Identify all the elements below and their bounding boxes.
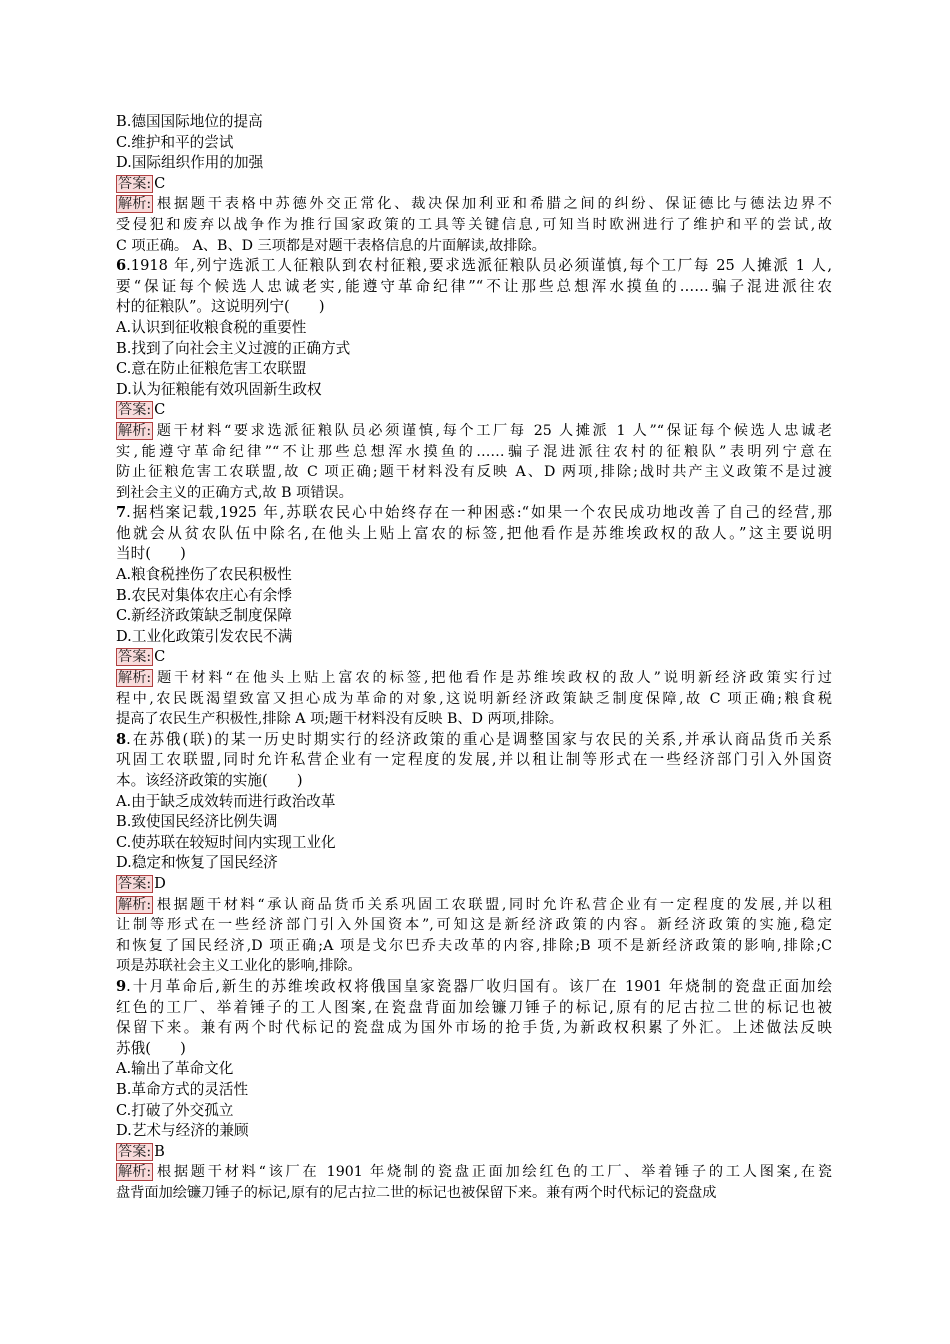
question-text: 当时( ) bbox=[116, 545, 186, 563]
option-line: A.由于缺乏成效转而进行政治改革 bbox=[116, 792, 336, 810]
answer-value: C bbox=[154, 401, 166, 419]
option-line: B.找到了向社会主义过渡的正确方式 bbox=[116, 339, 351, 357]
question-text: .据档案记载,1925 年,苏联农民心中始终存在一种困惑:“如果一个农民成功地改善了自己的经营,那 bbox=[126, 504, 832, 522]
option-line: B.德国国际地位的提高 bbox=[116, 113, 263, 130]
question-text: 他就会从贫农队伍中除名,在他头上贴上富农的标签,把他看作是苏维埃政权的敌人。”这主要说明 bbox=[116, 524, 832, 542]
question-line bbox=[116, 1039, 832, 1060]
explanation-text: 防止征粮危害工农联盟,故 C 项正确;题干材料没有反映 A、D 两项,排除;战时共产主义政策不是过渡 bbox=[116, 464, 832, 481]
explanation-text: 提高了农民生产积极性,排除 A 项;题干材料没有反映 B、D 两项,排除。 bbox=[116, 711, 563, 728]
option-line: C.新经济政策缺乏制度保障 bbox=[116, 607, 292, 625]
option-line: D.工业化政策引发农民不满 bbox=[116, 627, 293, 645]
question-line bbox=[116, 503, 832, 524]
answer-label: 答案: bbox=[118, 1143, 152, 1160]
explanation-text: C 项正确。 A、B、D 三项都是对题干表格信息的片面解读,故排除。 bbox=[116, 237, 546, 254]
option-line: C.意在防止征粮危害工农联盟 bbox=[116, 360, 307, 378]
option-line: C.使苏联在较短时间内实现工业化 bbox=[116, 833, 336, 851]
answer-label: 答案: bbox=[118, 649, 152, 666]
answer-label: 答案: bbox=[118, 402, 152, 419]
question-text: .十月革命后,新生的苏维埃政权将俄国皇家瓷器厂收归国有。该厂在 1901 年烧制的瓷盘正面加绘 bbox=[126, 977, 832, 995]
explanation-text: 根据题干表格中苏德外交正常化、裁决保加利亚和希腊之间的纠纷、保证德比与德法边界不 bbox=[154, 196, 832, 213]
answer-label: 答案: bbox=[118, 175, 152, 192]
answer-line bbox=[116, 874, 832, 895]
explanation-label: 解析: bbox=[118, 670, 152, 687]
document-page bbox=[116, 112, 832, 1203]
question-line bbox=[116, 544, 832, 565]
question-line bbox=[116, 750, 832, 771]
explanation-text: 实,能遵守革命纪律”“不让那些总想浑水摸鱼的……骗子混进派往农村的征粮队”表明列宁意在 bbox=[116, 443, 832, 460]
question-line bbox=[116, 977, 832, 998]
explanation-text: 项是苏联社会主义工业化的影响,排除。 bbox=[116, 958, 362, 975]
answer-line bbox=[116, 1142, 832, 1163]
explanation-line bbox=[116, 462, 832, 483]
explanation-line bbox=[116, 1162, 832, 1183]
question-line bbox=[116, 277, 832, 298]
question-number: 7 bbox=[116, 504, 127, 522]
answer-value: C bbox=[154, 174, 166, 192]
question-line bbox=[116, 1018, 832, 1039]
explanation-line bbox=[116, 236, 832, 257]
option-line: B.革命方式的灵活性 bbox=[116, 1080, 249, 1098]
question-text: .1918 年,列宁选派工人征粮队到农村征粮,要求选派征粮队员必须谨慎,每个工厂每 25 人摊派 1 人, bbox=[126, 257, 832, 275]
explanation-line bbox=[116, 1183, 832, 1204]
answer-line bbox=[116, 647, 832, 668]
explanation-text: 和恢复了国民经济,D 项正确;A 项是戈尔巴乔夫改革的内容,排除;B 项不是新经济政策的影响,排除;C bbox=[116, 937, 832, 954]
question-number: 9 bbox=[116, 977, 127, 995]
option-line: C.维护和平的尝试 bbox=[116, 133, 234, 151]
question-line bbox=[116, 998, 832, 1019]
question-text: 红色的工厂、举着锤子的工人图案,在瓷盘背面加绘镰刀锤子的标记,原有的尼古拉二世的标记也被 bbox=[116, 998, 832, 1016]
explanation-label: 解析: bbox=[118, 422, 152, 439]
option-line: B.农民对集体农庄心有余悸 bbox=[116, 586, 292, 604]
explanation-line bbox=[116, 956, 832, 977]
explanation-line bbox=[116, 895, 832, 916]
explanation-line bbox=[116, 668, 832, 689]
question-line bbox=[116, 256, 832, 277]
answer-label: 答案: bbox=[118, 875, 152, 892]
explanation-text: 让制等形式在一些经济部门引入外国资本”,可知这是新经济政策的内容。新经济政策的实施,稳定 bbox=[116, 917, 832, 934]
answer-value: D bbox=[154, 874, 166, 892]
answer-value: B bbox=[154, 1142, 165, 1160]
explanation-text: 受侵犯和废弃以战争作为推行国家政策的工具等关键信息,可知当时欧洲进行了维护和平的尝试,故 bbox=[116, 216, 832, 233]
answer-value: C bbox=[154, 648, 166, 666]
explanation-label: 解析: bbox=[118, 1164, 152, 1181]
question-line bbox=[116, 297, 832, 318]
explanation-label: 解析: bbox=[118, 896, 152, 913]
option-line: A.认识到征收粮食税的重要性 bbox=[116, 318, 307, 336]
explanation-text: 到社会主义的正确方式,故 B 项错误。 bbox=[116, 484, 353, 501]
explanation-text: 盘背面加绘镰刀锤子的标记,原有的尼古拉二世的标记也被保留下来。兼有两个时代标记的瓷盘成 bbox=[116, 1184, 717, 1201]
question-text: 苏俄( ) bbox=[116, 1039, 186, 1057]
explanation-line bbox=[116, 215, 832, 236]
explanation-line bbox=[116, 689, 832, 710]
explanation-text: 程中,农民既渴望致富又担心成为革命的对象,这说明新经济政策缺乏制度保障,故 C 项正确;粮食税 bbox=[116, 690, 832, 707]
explanation-text: 根据题干材料“承认商品货币关系巩固工农联盟,同时允许私营企业有一定程度的发展,并以租 bbox=[154, 896, 832, 913]
explanation-line bbox=[116, 442, 832, 463]
answer-line bbox=[116, 400, 832, 421]
option-line: A.粮食税挫伤了农民积极性 bbox=[116, 566, 292, 584]
question-line bbox=[116, 730, 832, 751]
question-text: 巩固工农联盟,同时允许私营企业有一定程度的发展,并以租让制等形式在一些经济部门引入外国资 bbox=[116, 751, 832, 769]
question-number: 6 bbox=[116, 257, 127, 275]
explanation-line bbox=[116, 915, 832, 936]
option-line: D.稳定和恢复了国民经济 bbox=[116, 854, 278, 872]
question-text: 要“保证每个候选人忠诚老实,能遵守革命纪律”“不让那些总想浑水摸鱼的……骗子混进派往农 bbox=[116, 277, 832, 295]
option-line: C.打破了外交孤立 bbox=[116, 1101, 234, 1119]
question-text: 保留下来。兼有两个时代标记的瓷盘成为国外市场的抢手货,为新政权积累了外汇。上述做法反映 bbox=[116, 1019, 832, 1037]
question-line bbox=[116, 524, 832, 545]
question-text: 村的征粮队”。这说明列宁( ) bbox=[116, 298, 325, 316]
option-line: B.致使国民经济比例失调 bbox=[116, 813, 278, 831]
option-line: D.认为征粮能有效巩固新生政权 bbox=[116, 380, 322, 398]
explanation-line bbox=[116, 709, 832, 730]
explanation-line bbox=[116, 483, 832, 504]
explanation-label: 解析: bbox=[118, 196, 152, 213]
option-line: A.输出了革命文化 bbox=[116, 1060, 234, 1078]
explanation-text: 题干材料“要求选派征粮队员必须谨慎,每个工厂每 25 人摊派 1 人”“保证每个候选人忠诚老 bbox=[154, 422, 832, 439]
explanation-line bbox=[116, 194, 832, 215]
answer-line bbox=[116, 174, 832, 195]
option-line: D.艺术与经济的兼顾 bbox=[116, 1122, 249, 1140]
option-line: D.国际组织作用的加强 bbox=[116, 154, 264, 172]
question-text: 本。该经济政策的实施( ) bbox=[116, 772, 303, 789]
explanation-text: 题干材料“在他头上贴上富农的标签,把他看作是苏维埃政权的敌人”说明新经济政策实行过 bbox=[154, 670, 832, 687]
explanation-text: 根据题干材料“该厂在 1901 年烧制的瓷盘正面加绘红色的工厂、举着锤子的工人图案,在瓷 bbox=[154, 1164, 832, 1181]
question-line bbox=[116, 771, 832, 792]
question-text: .在苏俄(联)的某一历史时期实行的经济政策的重心是调整国家与农民的关系,并承认商品货币关系 bbox=[126, 730, 832, 748]
explanation-line bbox=[116, 421, 832, 442]
explanation-line bbox=[116, 936, 832, 957]
question-number: 8 bbox=[116, 730, 127, 748]
